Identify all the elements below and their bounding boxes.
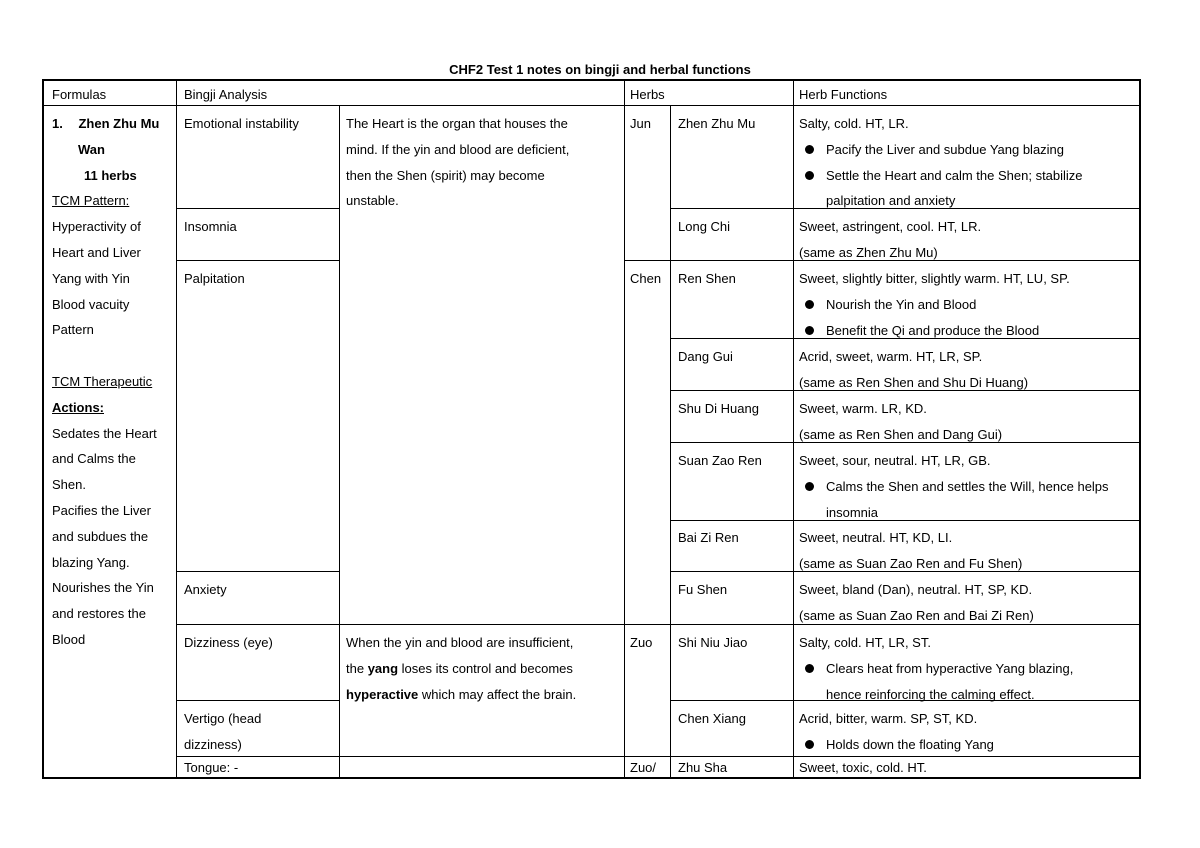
herb-name: Chen Xiang	[678, 711, 746, 726]
symptom-vertigo-line2: dizziness)	[184, 736, 242, 752]
function-cell	[799, 344, 1137, 396]
action-line: blazing Yang.	[52, 554, 130, 570]
herb-name: Ren Shen	[678, 271, 736, 286]
function-line: (same as Ren Shen and Shu Di Huang)	[799, 374, 1029, 390]
herb-name: Fu Shen	[678, 582, 728, 597]
header-herbs: Herbs	[630, 87, 665, 102]
function-line: Sweet, warm. LR, KD.	[799, 401, 927, 416]
action-line: and Calms the	[52, 451, 136, 467]
text-run-bold: yang	[367, 660, 399, 676]
herb-name: Long Chi	[678, 219, 731, 234]
function-bullet: Benefit the Qi and produce the Blood	[799, 318, 1137, 344]
pattern-label: TCM Pattern:	[52, 193, 130, 209]
function-cell	[799, 760, 1137, 776]
symptom-vertigo-line1: Vertigo (head	[184, 711, 262, 726]
analysis-line	[346, 656, 621, 682]
text-run: which may affect the brain.	[418, 686, 577, 702]
function-line: (same as Zhen Zhu Mu)	[799, 244, 938, 260]
symptom-insomnia: Insomnia	[184, 219, 237, 234]
analysis-line: mind. If the yin and blood are deficient,	[346, 141, 570, 157]
function-cell	[799, 266, 1137, 343]
text-run: the	[346, 660, 368, 676]
function-bullet: Holds down the floating Yang	[799, 732, 1137, 758]
analysis-line: then the Shen (spirit) may become	[346, 167, 545, 183]
function-cell	[799, 448, 1137, 525]
function-cell	[799, 577, 1137, 629]
analysis-yang	[346, 630, 621, 707]
function-line: palpitation and anxiety	[826, 193, 956, 209]
function-cell	[799, 396, 1137, 448]
col-divider	[670, 105, 671, 777]
document-title: CHF2 Test 1 notes on bingji and herbal functions	[449, 62, 751, 77]
row-divider	[176, 208, 339, 209]
pattern-line: Pattern	[52, 322, 94, 338]
function-line: Sweet, toxic, cold. HT.	[799, 760, 927, 775]
function-bullet: Clears heat from hyperactive Yang blazing,	[799, 656, 1137, 682]
function-line: (same as Suan Zao Ren and Fu Shen)	[799, 555, 1023, 571]
analysis-line: When the yin and blood are insufficient,	[346, 635, 574, 650]
text-run: loses its control and becomes	[398, 660, 573, 676]
action-line: Pacifies the Liver	[52, 502, 151, 518]
header-functions: Herb Functions	[799, 87, 888, 102]
symptom-dizziness: Dizziness (eye)	[184, 635, 273, 650]
herb-name: Bai Zi Ren	[678, 530, 739, 545]
function-line: Sweet, sour, neutral. HT, LR, GB.	[799, 453, 991, 468]
formula-herb-count: 11 herbs	[84, 167, 137, 183]
function-line: Acrid, sweet, warm. HT, LR, SP.	[799, 349, 983, 364]
function-line: Sweet, neutral. HT, KD, LI.	[799, 530, 953, 545]
row-divider	[176, 700, 339, 701]
col-divider	[339, 105, 340, 777]
herb-table	[42, 79, 1141, 779]
action-line: Blood	[52, 631, 86, 647]
function-bullet: Calms the Shen and settles the Will, hence helps	[799, 474, 1137, 500]
function-bullet: Pacify the Liver and subdue Yang blazing	[799, 137, 1137, 163]
function-line: Sweet, slightly bitter, slightly warm. HT, LU, SP.	[799, 271, 1070, 286]
function-line: (same as Ren Shen and Dang Gui)	[799, 426, 1003, 442]
formula-name-line1: Zhen Zhu Mu	[78, 116, 160, 131]
formula-number: 1.	[52, 116, 63, 131]
function-cell	[799, 630, 1137, 707]
herb-name: Suan Zao Ren	[678, 453, 762, 468]
action-line: Shen.	[52, 477, 86, 493]
function-line: Acrid, bitter, warm. SP, ST, KD.	[799, 711, 978, 726]
function-line: Salty, cold. HT, LR, ST.	[799, 635, 931, 650]
pattern-line: Blood vacuity	[52, 296, 130, 312]
row-divider	[176, 571, 339, 572]
function-cell	[799, 525, 1137, 577]
function-line: hence reinforcing the calming effect.	[826, 686, 1035, 702]
function-bullet: Settle the Heart and calm the Shen; stabilize	[799, 163, 1137, 189]
symptom-palpitation: Palpitation	[184, 271, 245, 286]
header-formulas: Formulas	[52, 87, 107, 102]
herb-name: Shu Di Huang	[678, 401, 759, 416]
action-line: and restores the	[52, 606, 146, 622]
pattern-line: Yang with Yin	[52, 270, 130, 286]
action-line: Sedates the Heart	[52, 425, 157, 441]
symptom-emotional: Emotional instability	[184, 116, 299, 131]
function-cell	[799, 706, 1137, 758]
symptom-vertigo	[184, 706, 261, 758]
symptom-tongue: Tongue: -	[184, 760, 239, 775]
row-divider	[176, 260, 339, 261]
analysis-heart	[346, 111, 621, 214]
col-divider	[793, 81, 794, 777]
function-line: Salty, cold. HT, LR.	[799, 116, 909, 131]
herb-name: Zhu Sha	[678, 760, 728, 775]
actions-label: Actions:	[52, 399, 104, 415]
text-run-bold: hyperactive	[346, 686, 419, 702]
role-zuo: Zuo	[630, 635, 653, 650]
col-divider	[624, 81, 625, 777]
header-bingji: Bingji Analysis	[184, 87, 268, 102]
action-line: and subdues the	[52, 528, 149, 544]
formula-name	[52, 111, 174, 137]
function-cell	[799, 111, 1137, 214]
row-divider	[176, 624, 624, 625]
symptom-anxiety: Anxiety	[184, 582, 227, 597]
action-line: Nourishes the Yin	[52, 580, 154, 596]
formula-cell	[52, 111, 174, 653]
function-line: Sweet, bland (Dan), neutral. HT, SP, KD.	[799, 582, 1033, 597]
function-bullet: Nourish the Yin and Blood	[799, 292, 1137, 318]
herb-name: Dang Gui	[678, 349, 733, 364]
function-line: (same as Suan Zao Ren and Bai Zi Ren)	[799, 607, 1034, 623]
pattern-line: Hyperactivity of	[52, 219, 141, 235]
col-divider	[176, 81, 177, 777]
actions-label: TCM Therapeutic	[52, 373, 153, 389]
herb-name: Zhen Zhu Mu	[678, 116, 756, 131]
analysis-line: The Heart is the organ that houses the	[346, 116, 568, 131]
role-jun: Jun	[630, 116, 651, 131]
analysis-line: unstable.	[346, 193, 399, 209]
formula-name-line2: Wan	[78, 141, 105, 157]
role-zuo-shi: Zuo/	[630, 760, 657, 775]
function-line: insomnia	[826, 504, 879, 520]
function-cell	[799, 214, 1137, 266]
role-chen: Chen	[630, 271, 662, 286]
herb-name: Shi Niu Jiao	[678, 635, 748, 650]
function-line: Sweet, astringent, cool. HT, LR.	[799, 219, 982, 234]
pattern-line: Heart and Liver	[52, 244, 141, 260]
analysis-line	[346, 682, 621, 708]
